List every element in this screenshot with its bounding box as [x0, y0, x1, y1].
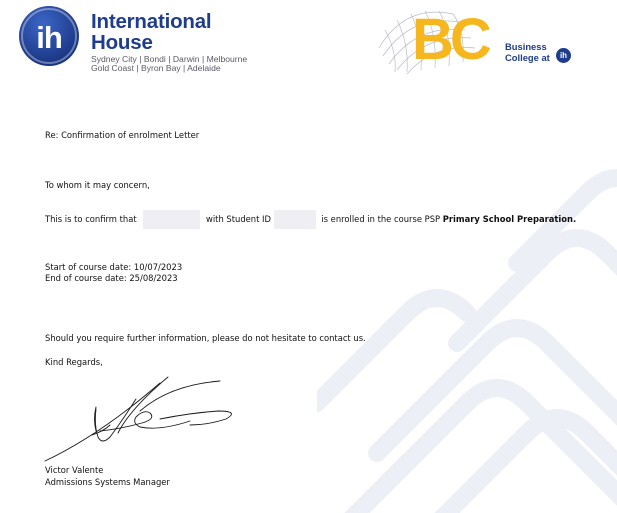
bc-letters: BC [412, 7, 488, 72]
letter-subject: Re: Confirmation of enrolment Letter [45, 130, 200, 140]
signatory-title: Admissions Systems Manager [45, 477, 170, 487]
ih-monogram-icon [18, 5, 80, 67]
course-name: Primary School Preparation. [442, 214, 577, 224]
business-college-logo [375, 8, 605, 74]
bc-ih-monogram-icon: ih [556, 48, 571, 63]
handwritten-signature [40, 373, 245, 468]
confirmation-sentence [45, 210, 576, 229]
international-house-logo [18, 5, 278, 75]
start-date: Start of course date: 10/07/2023 [45, 262, 183, 272]
ih-brand-name [91, 11, 211, 53]
signatory-name: Victor Valente [45, 465, 104, 475]
bc-college-name [505, 42, 550, 63]
ih-locations [91, 55, 247, 73]
enrolled-text: is enrolled in the course PSP [321, 214, 441, 224]
ih-name-line1: International [91, 10, 212, 33]
redacted-student-id [274, 210, 316, 229]
svg-text:ih: ih [36, 20, 62, 55]
bc-text-line1: Business [505, 41, 547, 52]
sign-off: Kind Regards, [45, 357, 103, 367]
ih-locations-line2: Gold Coast | Byron Bay | Adelaide [91, 63, 221, 73]
end-date: End of course date: 25/08/2023 [45, 273, 178, 283]
bc-text-line2: College at [505, 51, 550, 63]
ih-locations-line1: Sydney City | Bondi | Darwin | Melbourne [91, 54, 248, 64]
confirm-prefix: This is to confirm that [45, 214, 137, 224]
ih-name-line2: House [91, 31, 153, 54]
salutation: To whom it may concern, [45, 180, 150, 190]
redacted-student-name [143, 210, 200, 229]
student-id-label: with Student ID [205, 214, 271, 224]
closing-note: Should you require further information, please do not hesitate to contact us. [45, 333, 366, 343]
